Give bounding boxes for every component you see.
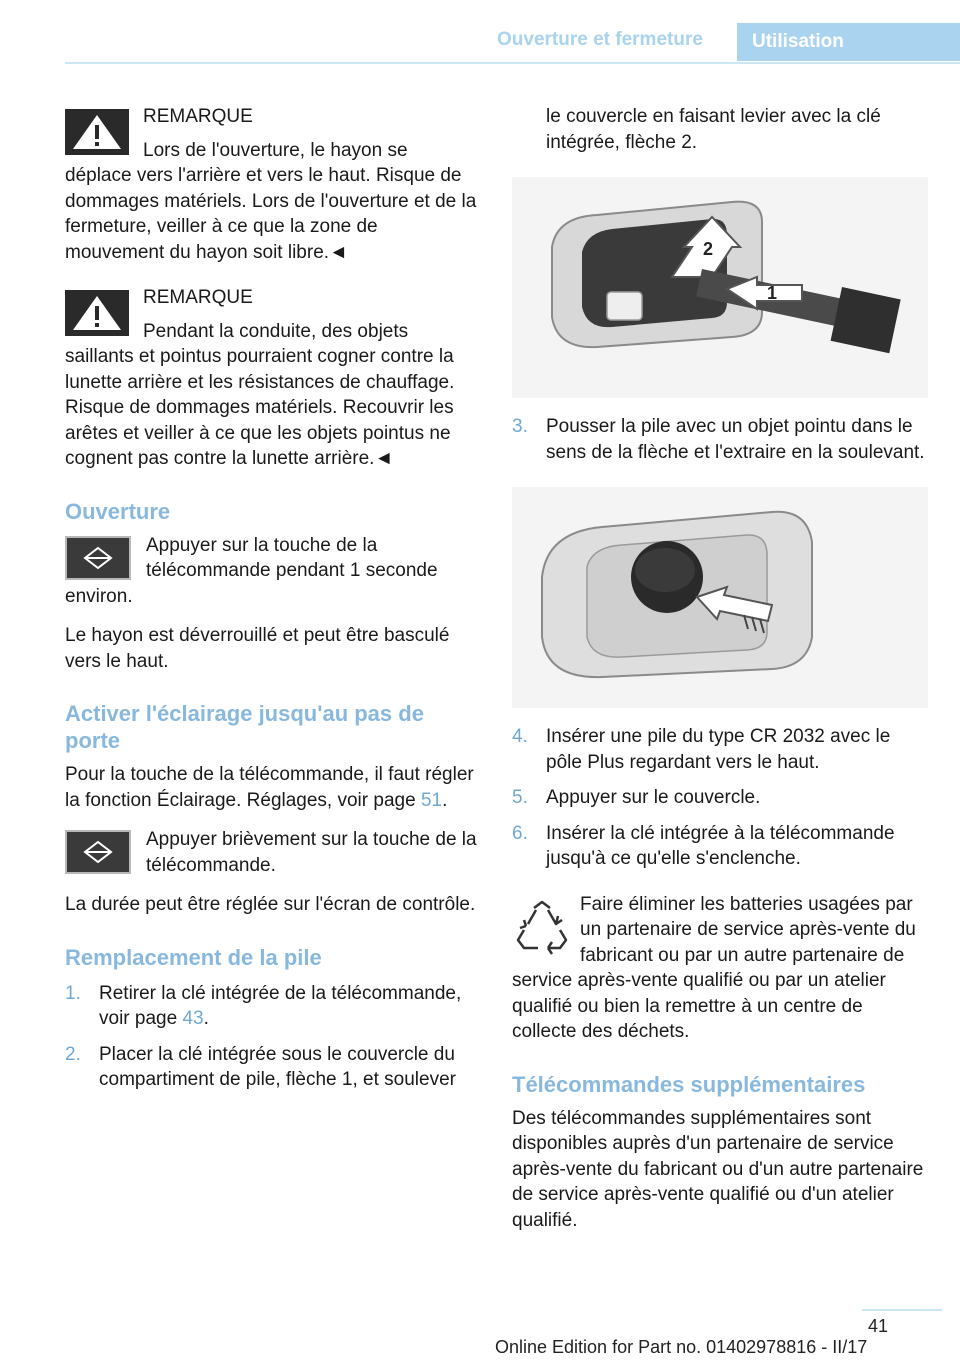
list-item xyxy=(512,414,928,465)
step-number: 2. xyxy=(65,1043,81,1065)
warning-icon xyxy=(65,290,129,336)
recycling-text: Faire éliminer les batteries usagées par un partenaire de service après-vente du fabricant ou par un autre partenaire de service après-vente qualifié ou par un atelier qualifié ou bien la remettre à un centre de collecte des déchets. xyxy=(512,893,916,1042)
key-instruction-text: Appuyer brièvement sur la touche de la télécommande. xyxy=(146,829,477,876)
heading-eclairage: Activer l'éclairage jusqu'au pas de porte xyxy=(65,701,424,753)
step-number: 6. xyxy=(512,822,528,844)
header-rule xyxy=(65,62,960,64)
page-link[interactable]: 43 xyxy=(182,1008,204,1029)
key-instruction-text: Appuyer sur la touche de la télécommande pendant 1 seconde environ. xyxy=(65,534,438,607)
battery-compartment-illustration xyxy=(512,487,928,708)
step-text: Retirer la clé intégrée de la télécommande, voir page xyxy=(99,982,462,1029)
arrow-label-1: 1 xyxy=(767,283,778,303)
paragraph: Des télécommandes supplémentaires sont disponibles auprès d'un partenaire de service après-vente du fabricant ou d'un autre partenaire de service après-vente qualifié ou d'un atelier qualifié. xyxy=(512,1107,924,1231)
header-chapter-tab xyxy=(737,23,960,61)
step-text: Insérer une pile du type CR 2032 avec le pôle Plus regardant vers le haut. xyxy=(546,726,891,773)
step-text: Pousser la pile avec un objet pointu dans le sens de la flèche et l'extraire en la soulevant. xyxy=(546,416,925,463)
paragraph: Le hayon est déverrouillé et peut être basculé vers le haut. xyxy=(65,625,450,672)
note-text: Lors de l'ouverture, le hayon se déplace vers l'arrière et vers le haut. Risque de dommages matériels. Lors de l'ouverture et de la fermeture, veiller à ce que la zone de mouvement du hayon soit libre.◄ xyxy=(65,139,477,263)
edition-footer: Online Edition for Part no. 01402978816 - II/17 xyxy=(495,1337,868,1357)
list-item: 1. Retirer la clé intégrée de la télécommande, voir page 43. xyxy=(65,982,462,1029)
arrow-label-2: 2 xyxy=(703,239,714,259)
key-instruction xyxy=(65,533,478,610)
remote-tailgate-button-icon xyxy=(65,536,131,580)
note-text: Pendant la conduite, des objets saillants et pointus pourraient cogner contre la lunette arrière et les résistances de chauffage. Risque de dommages matériels. Recouvrir les arêtes et veiller à ce que les objets pointus ne cognent pas contre la lunette arrière.◄ xyxy=(65,320,455,469)
paragraph: Pour la touche de la télécommande, il faut régler la fonction Éclairage. Réglages, voir page 51. xyxy=(65,764,474,811)
warning-icon xyxy=(65,109,129,155)
note-objects xyxy=(65,285,478,472)
page-number: 41 xyxy=(868,1316,889,1336)
figure-battery-removal xyxy=(512,487,928,708)
key-instruction xyxy=(65,827,478,878)
step-number: 5. xyxy=(512,787,528,808)
step-number: 4. xyxy=(512,726,528,747)
step-text: Insérer la clé intégrée à la télécommande jusqu'à ce qu'elle s'enclenche. xyxy=(546,822,895,869)
heading-ouverture: Ouverture xyxy=(65,498,171,524)
heading-telecommandes: Télécommandes supplémentaires xyxy=(512,1071,866,1097)
step-text: Appuyer sur le couvercle. xyxy=(546,787,761,808)
step-number: 1. xyxy=(65,982,81,1004)
page-number-rule xyxy=(862,1309,942,1311)
recycling-note xyxy=(512,892,928,1045)
paragraph: La durée peut être réglée sur l'écran de contrôle. xyxy=(65,894,476,915)
page-link[interactable]: 51 xyxy=(420,789,443,811)
note-label: REMARQUE xyxy=(143,106,253,127)
recycle-icon xyxy=(512,898,572,958)
header-chapter-label: Utilisation xyxy=(752,31,844,52)
figure-key-removal xyxy=(512,177,928,398)
list-item xyxy=(65,1042,478,1093)
step-continuation: le couvercle en faisant levier avec la clé intégrée, flèche 2. xyxy=(546,106,881,153)
list-item xyxy=(512,821,928,872)
remote-key-illustration xyxy=(512,177,928,398)
header-section-title: Ouverture et fermeture xyxy=(497,29,703,50)
step-number: 3. xyxy=(512,416,528,437)
step-text: Placer la clé intégrée sous le couvercle du compartiment de pile, flèche 1, et soulever xyxy=(99,1043,456,1090)
note-label: REMARQUE xyxy=(143,287,253,308)
paragraph-text: Pour la touche de la télécommande, il faut régler la fonction Éclairage. Réglages, voir page xyxy=(65,764,474,811)
right-column xyxy=(512,104,928,1233)
note-tailgate xyxy=(65,104,478,265)
list-item xyxy=(512,724,928,775)
left-column xyxy=(65,104,478,1093)
remote-tailgate-button-icon xyxy=(65,830,131,874)
heading-pile: Remplacement de la pile xyxy=(65,944,322,970)
list-item xyxy=(512,785,928,811)
